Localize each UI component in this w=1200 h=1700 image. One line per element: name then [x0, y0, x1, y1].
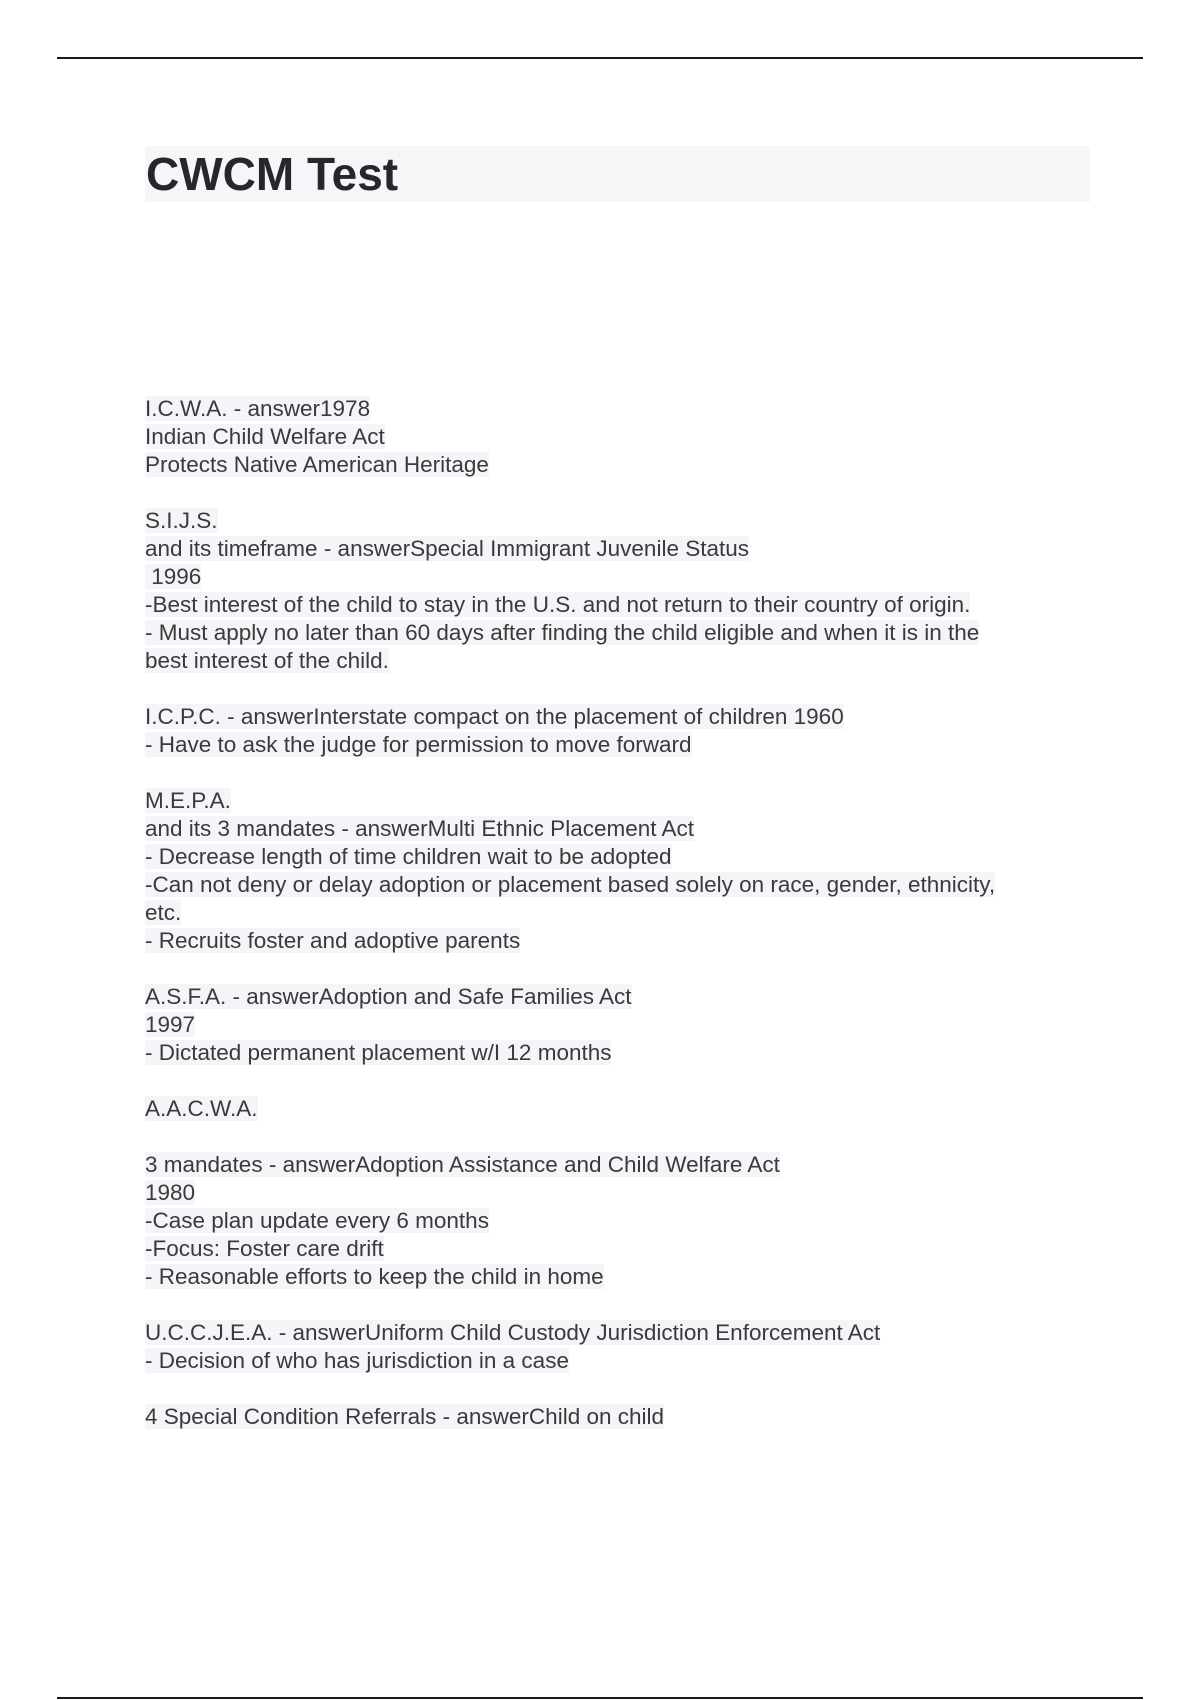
flashcard-text: 4 Special Condition Referrals - answerChild on child [145, 1404, 665, 1429]
flashcard-text: -Best interest of the child to stay in the U.S. and not return to their country of origin. [145, 592, 971, 617]
flashcard-text: I.C.P.C. - answerInterstate compact on the placement of children 1960 [145, 704, 844, 729]
flashcard-line [145, 1207, 1085, 1235]
flashcard-line [145, 1151, 1085, 1179]
flashcard-line [145, 1235, 1085, 1263]
flashcard-line [145, 619, 1085, 647]
flashcard-text: - Reasonable efforts to keep the child in home [145, 1264, 604, 1289]
flashcard-line [145, 899, 1085, 927]
flashcard-entry [145, 1151, 1085, 1291]
flashcard-text: S.I.J.S. [145, 508, 218, 533]
flashcard-text: etc. [145, 900, 182, 925]
flashcard-line [145, 1319, 1085, 1347]
top-rule [57, 57, 1143, 59]
flashcard-entry [145, 983, 1085, 1067]
flashcard-line [145, 1179, 1085, 1207]
flashcard-entry [145, 395, 1085, 479]
flashcard-line [145, 591, 1085, 619]
flashcard-line [145, 731, 1085, 759]
flashcard-line [145, 535, 1085, 563]
flashcard-text: 1997 [145, 1012, 196, 1037]
flashcard-line [145, 507, 1085, 535]
flashcard-text: M.E.P.A. [145, 788, 231, 813]
flashcard-text: -Case plan update every 6 months [145, 1208, 489, 1233]
flashcard-line [145, 1403, 1085, 1431]
flashcard-line [145, 563, 1085, 591]
flashcard-text: - Dictated permanent placement w/I 12 months [145, 1040, 612, 1065]
flashcard-line [145, 871, 1085, 899]
flashcard-text: 1996 [145, 564, 202, 589]
flashcard-text: A.A.C.W.A. [145, 1096, 258, 1121]
flashcard-line [145, 647, 1085, 675]
flashcard-line [145, 1347, 1085, 1375]
flashcard-line [145, 1039, 1085, 1067]
flashcard-text: -Focus: Foster care drift [145, 1236, 384, 1261]
flashcard-line [145, 1263, 1085, 1291]
flashcard-text: and its 3 mandates - answerMulti Ethnic Placement Act [145, 816, 695, 841]
flashcard-line [145, 815, 1085, 843]
flashcard-line [145, 787, 1085, 815]
flashcard-entry [145, 1319, 1085, 1375]
flashcard-text: I.C.W.A. - answer1978 [145, 396, 371, 421]
flashcard-entry [145, 507, 1085, 675]
flashcard-text: -Can not deny or delay adoption or placement based solely on race, gender, ethnicity, [145, 872, 996, 897]
flashcard-line [145, 927, 1085, 955]
flashcard-text: U.C.C.J.E.A. - answerUniform Child Custody Jurisdiction Enforcement Act [145, 1320, 881, 1345]
flashcard-text: and its timeframe - answerSpecial Immigrant Juvenile Status [145, 536, 749, 561]
flashcard-text: A.S.F.A. - answerAdoption and Safe Families Act [145, 984, 632, 1009]
flashcard-entry [145, 1095, 1085, 1123]
flashcard-entry [145, 1403, 1085, 1431]
flashcard-list [145, 395, 1085, 1459]
flashcard-line [145, 843, 1085, 871]
flashcard-text: Indian Child Welfare Act [145, 424, 385, 449]
page-title: CWCM Test [146, 148, 399, 200]
flashcard-line [145, 1095, 1085, 1123]
flashcard-text: - Have to ask the judge for permission to move forward [145, 732, 692, 757]
flashcard-text: - Decision of who has jurisdiction in a case [145, 1348, 569, 1373]
flashcard-line [145, 983, 1085, 1011]
flashcard-line [145, 423, 1085, 451]
flashcard-text: Protects Native American Heritage [145, 452, 489, 477]
flashcard-text: - Decrease length of time children wait to be adopted [145, 844, 672, 869]
flashcard-line [145, 395, 1085, 423]
flashcard-text: - Must apply no later than 60 days after finding the child eligible and when it is in the [145, 620, 980, 645]
flashcard-text: best interest of the child. [145, 648, 389, 673]
flashcard-line [145, 1011, 1085, 1039]
flashcard-text: - Recruits foster and adoptive parents [145, 928, 521, 953]
flashcard-entry [145, 703, 1085, 759]
flashcard-text: 3 mandates - answerAdoption Assistance and Child Welfare Act [145, 1152, 780, 1177]
flashcard-entry [145, 787, 1085, 955]
flashcard-line [145, 451, 1085, 479]
flashcard-text: 1980 [145, 1180, 196, 1205]
bottom-rule [57, 1697, 1143, 1699]
flashcard-line [145, 703, 1085, 731]
